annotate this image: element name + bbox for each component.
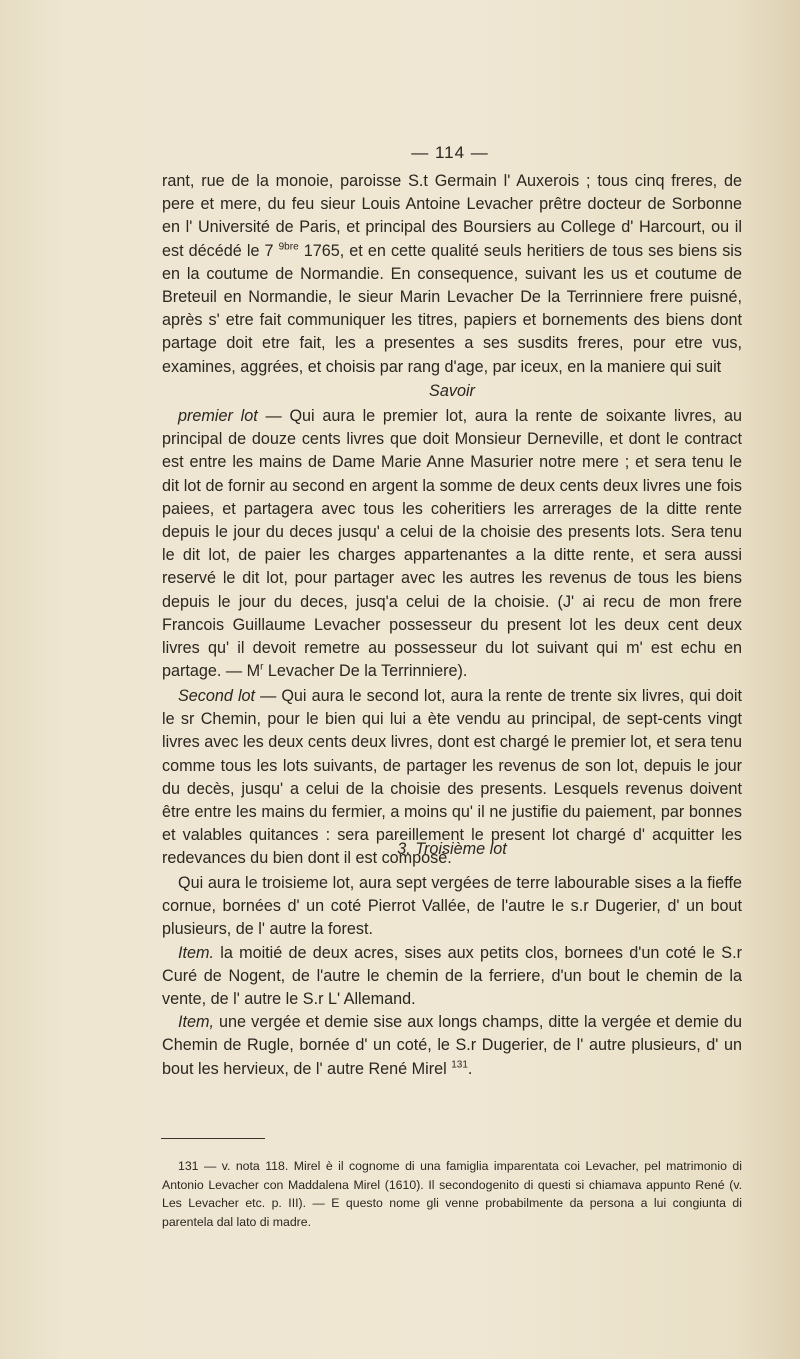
- footnote-text: 131 — v. nota 118. Mirel è il cognome di una famiglia imparentata coi Levacher, pel matrimonio di Antonio Levacher con Maddalena Mirel (1610). Il secondogenito di questi si chiamava appunto René (v. Les Levacher etc. p. III). — E questo nome gli venne probabilmente da persona a lui congiunta di parentela dal lato di madre.: [162, 1159, 742, 1229]
- lot3-paragraph: [162, 872, 742, 1081]
- lot1-text: — Qui aura le premier lot, aura la rente de soixante livres, au principal de douze cents livres que doit Monsieur Derneville, et dont le contract est entre les mains de Dame Marie Anne Masurier notre mere ; et sera tenu le dit lot de fornir au second en argent la somme de deux cents deux livres une fois paiees, et partagera avec tous les coheritiers les arrerages de la ditte rente depuis le jour du deces jusqu' a celui de la choisie des presents lots. Sera tenu le dit lot, de paier les charges appartenantes a la ditte rente, et sera aussi reservé le dit lot, pour partager avec les autres les revenus de tous les biens depuis le jour du deces, jusq'a celui de la choisie. (J' ai recu de mon frere Francois Guillaume Levacher possesseur du present lot les deux cent deux livres qu' il devoit remetre au possesseur du lot suivant qui m' est echu en partage. — M: [162, 407, 742, 681]
- intro-text: rant, rue de la monoie, paroisse S.t Germain l' Auxerois ; tous cinq freres, de pere et mere, du feu sieur Louis Antoine Levacher prêtre docteur de Sorbonne en l' Université de Paris, et principal des Boursiers au College d' Harcourt, ou il est décédé le 7: [162, 172, 742, 260]
- lot1-label: premier lot: [178, 407, 258, 425]
- item1-label: Item.: [178, 943, 214, 962]
- item2-end: .: [467, 1059, 473, 1078]
- intro-paragraph: [162, 170, 742, 379]
- lot3-heading: 3. Troisième lot: [397, 840, 507, 858]
- item2-superscript: 131: [451, 1059, 468, 1071]
- lot1-superscript: r: [260, 661, 264, 673]
- lot1-text-rest: Levacher De la Terrinniere).: [263, 662, 468, 681]
- item1-paragraph: [162, 942, 742, 1012]
- lot3-section: [162, 838, 742, 861]
- lot2-text: — Qui aura le second lot, aura la rente de trente six livres, qui doit le sr Chemin, pour le bien qui lui a ète vendu au principal, de sept-cents vingt livres avec les deux cents deux livres, dont est chargé le premier lot, et sera tenu comme tous les lots suivants, de partager les revenus de son lot, depuis le jour du decès, jusqu' a celui de la choisie des presents. Lesquels revenus doivent être entre les mains du fermier, a moins qu' il ne justifie du paiement, par bonnes et valables quitances : sera pareillement le present lot chargé d' acquitter les redevances du bien dont il est composé.: [162, 687, 742, 868]
- page-number: — 114 —: [411, 143, 489, 162]
- footnote: [162, 1157, 742, 1231]
- lot3-text: Qui aura le troisieme lot, aura sept vergées de terre labourable sises a la fieffe cornue, bornées d' un coté Pierrot Vallée, de l'autre le s.r Dugerier, d' un bout plusieurs, de l' autre la forest.: [162, 874, 742, 939]
- lot1-paragraph: [162, 405, 742, 683]
- item2-label: Item,: [178, 1013, 214, 1032]
- footnote-divider: [161, 1138, 265, 1139]
- intro-superscript: 9bre: [278, 241, 299, 253]
- lot2-label: Second lot: [178, 687, 256, 705]
- intro-text-rest: 1765, et en cette qualité seuls heritiers de tous ses biens sis en la coutume de Normandie. En consequence, suivant les us et coutume de Breteuil en Normandie, le sieur Marin Levacher De la Terrinniere frere puisné, après s' etre fait communiquer les titres, papiers et bornements des biens dont partage doit etre fait, les a presentes a ses susdits freres, pour etre vus, examines, aggrées, et choisis par rang d'age, par iceux, en la maniere qui suit: [162, 241, 742, 376]
- savoir-section: [162, 380, 742, 403]
- item1-text: la moitié de deux acres, sises aux petits clos, bornees d'un coté le S.r Curé de Nogent, de l'autre le chemin de la ferriere, d'un bout le chemin de la vente, de l' autre le S.r L' Allemand.: [162, 943, 742, 1009]
- item2-paragraph: [162, 1011, 742, 1081]
- item2-text: une vergée et demie sise aux longs champs, ditte la vergée et demie du Chemin de Rugle, bornée d' un coté, le S.r Dugerier, de l' autre plusieurs, d' un bout les hervieux, de l' autre René Mirel: [162, 1013, 742, 1078]
- savoir-heading: Savoir: [429, 382, 475, 400]
